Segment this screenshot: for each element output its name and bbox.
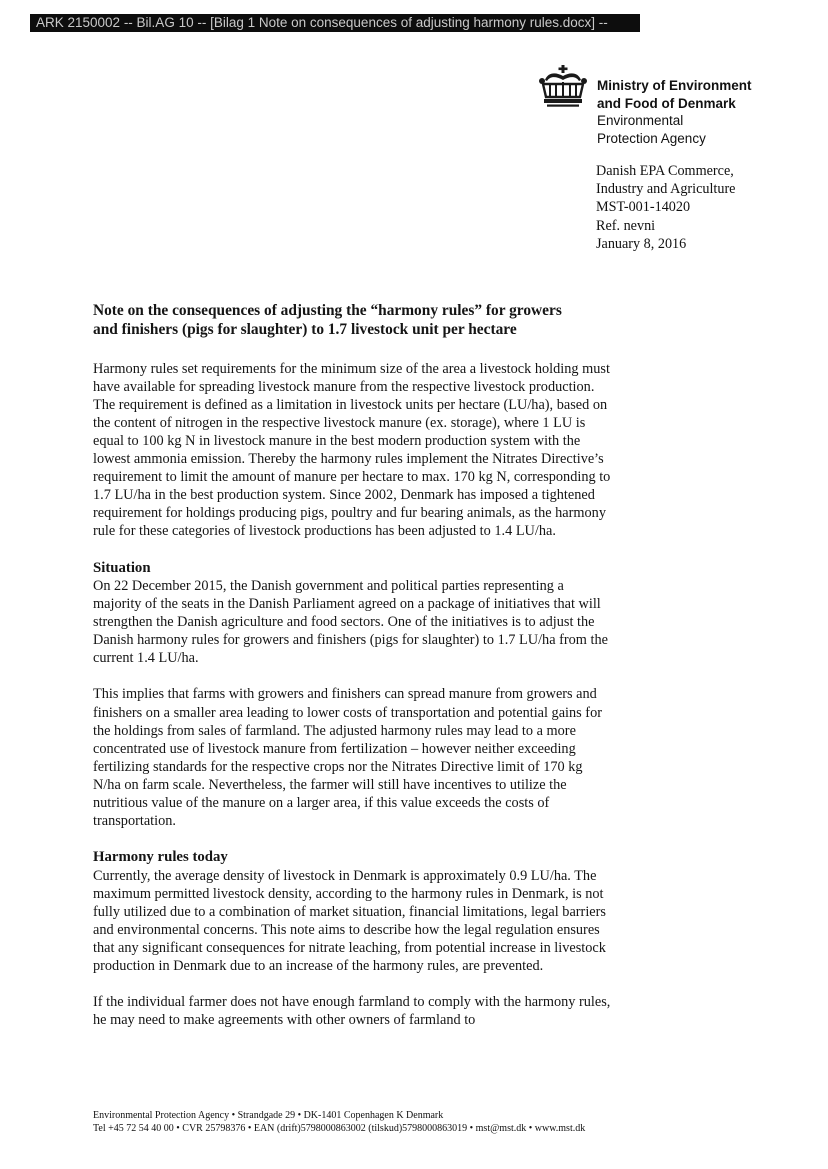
harmony-rules-paragraph-2: If the individual farmer does not have enough farmland to comply with the harmony rules, he may need to make agreements with other owners of farmland to [93, 994, 611, 1029]
footer-address-line: Environmental Protection Agency • Strandgade 29 • DK-1401 Copenhagen K Denmark [93, 1110, 444, 1121]
situation-heading: Situation [93, 559, 151, 576]
address-line-case-number: MST-001-14020 [596, 199, 691, 216]
address-line-division: Industry and Agriculture [596, 181, 736, 198]
document-title: Note on the consequences of adjusting the “harmony rules” for growers and finishers (pigs for slaughter) to 1.7 livestock unit per hectare [93, 302, 562, 338]
address-line-date: January 8, 2016 [596, 235, 687, 252]
intro-paragraph: Harmony rules set requirements for the minimum size of the area a livestock holding must have available for spreading livestock manure from the respective livestock production. The requirement is defined as a limitation in livestock units per hectare (LU/ha), based on the content of nitrogen in the respective livestock manure (ex. storage), where 1 LU is equal to 100 kg N in livestock manure in the best modern production system with the lowest ammonia emission. Thereby the harmony rules implement the Nitrates Directive’s requirement to limit the amount of manure per hectare to max. 170 kg N, corresponding to 1.7 LU/ha in the best production system. Since 2002, Denmark has imposed a tightened requirement for holdings producing pigs, poultry and fur bearing animals, as the harmony rule for these categories of livestock productions has been adjusted to 1.4 LU/ha. [93, 360, 611, 540]
document-body [93, 302, 613, 1029]
ministry-name-line1: Ministry of Environment [597, 78, 752, 93]
address-line-reference: Ref. nevni [596, 217, 656, 234]
royal-crown-logo [536, 64, 590, 110]
situation-paragraph-2: This implies that farms with growers and finishers can spread manure from growers and finishers on a smaller area leading to lower costs of transportation and potential gains for the holdings from sales of farmland. The adjusted harmony rules may lead to a more concentrated use of livestock manure from fertilization – however neither exceeding fertilizing standards for the respective crops nor the Nitrates Directive limit of 170 kg N/ha on farm scale. Nevertheless, the farmer will still have incentives to utilize the nutritious value of the manure on a larger area, if this value exceeds the costs of transportation. [93, 686, 602, 830]
ministry-name-line2: and Food of Denmark [597, 95, 736, 111]
document-id-bar: ARK 2150002 -- Bil.AG 10 -- [Bilag 1 Note on consequences of adjusting harmony rules.docx] -- [30, 14, 640, 32]
address-line-department: Danish EPA Commerce, [596, 163, 734, 179]
ministry-letterhead [597, 77, 797, 147]
page-footer [93, 1110, 693, 1135]
footer-contact-line: Tel +45 72 54 40 00 • CVR 25798376 • EAN (drift)5798000863002 (tilskud)5798000863019 • mst@mst.dk • www.mst.dk [93, 1122, 586, 1134]
sender-address-block [596, 162, 796, 253]
agency-name-line1: Environmental [597, 113, 684, 128]
harmony-rules-paragraph-1: Currently, the average density of livestock in Denmark is approximately 0.9 LU/ha. The maximum permitted livestock density, according to the harmony rules in Denmark, is not fully utilized due to a combination of market situation, financial limitations, legal barriers and environmental concerns. This note aims to describe how the legal regulation ensures that any significant consequences for nitrate leaching, from potential increase in livestock production in Denmark due to an increase of the harmony rules, are prevented. [93, 867, 606, 975]
harmony-rules-heading: Harmony rules today [93, 849, 228, 866]
situation-paragraph-1: On 22 December 2015, the Danish government and political parties representing a majority of the seats in the Danish Parliament agreed on a package of initiatives that will strengthen the Danish agriculture and food sectors. One of the initiatives is to adjust the Danish harmony rules for growers and finishers (pigs for slaughter) to 1.7 LU/ha from the current 1.4 LU/ha. [93, 577, 608, 667]
agency-name-line2: Protection Agency [597, 130, 706, 146]
